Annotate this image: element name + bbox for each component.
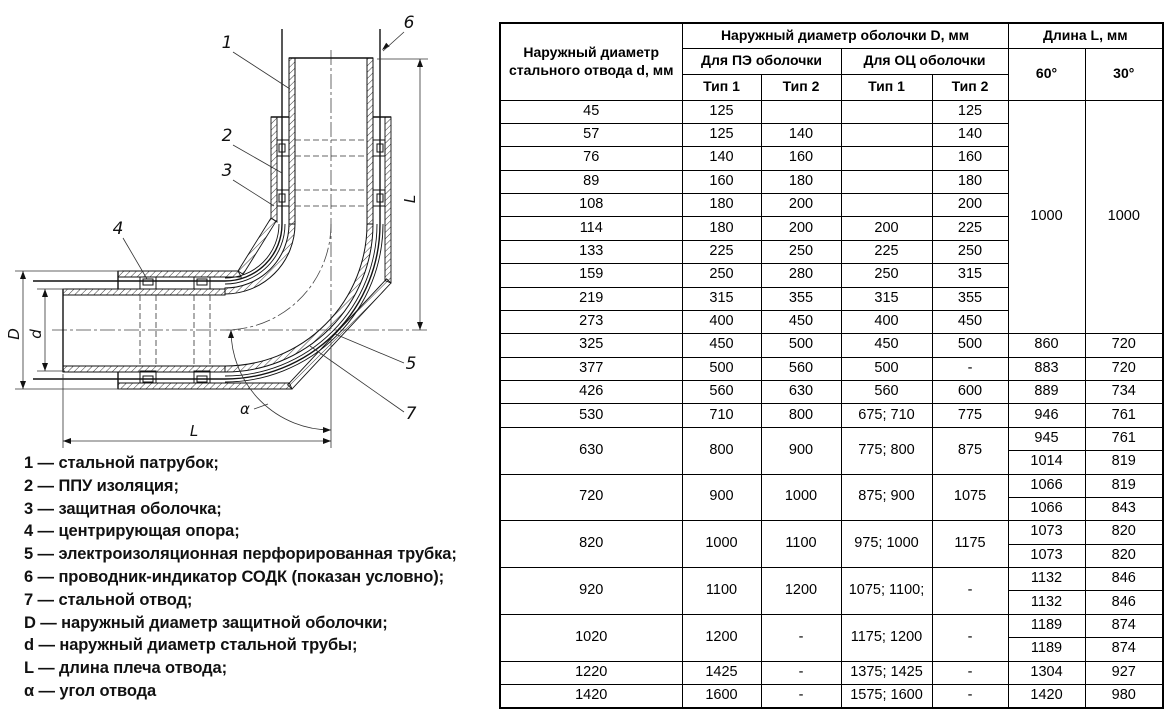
table-cell: 860 bbox=[1008, 334, 1085, 357]
table-cell: 1425 bbox=[682, 661, 761, 684]
header-steel-diameter: Наружный диаметр стального отвода d, мм bbox=[500, 23, 682, 100]
header-jacket-diameter: Наружный диаметр оболочки D, мм bbox=[682, 23, 1008, 48]
table-cell: 225 bbox=[841, 240, 932, 263]
table-cell: 720 bbox=[1085, 357, 1163, 380]
table-cell: 900 bbox=[761, 427, 841, 474]
table-cell: 200 bbox=[841, 217, 932, 240]
dim-L-bottom: L bbox=[189, 422, 199, 440]
table-cell: 159 bbox=[500, 264, 682, 287]
table-row bbox=[500, 334, 1163, 357]
dim-D: D bbox=[5, 328, 23, 340]
table-cell: 720 bbox=[1085, 334, 1163, 357]
table-cell: 250 bbox=[841, 264, 932, 287]
table-cell: 530 bbox=[500, 404, 682, 427]
table-cell: 400 bbox=[682, 310, 761, 333]
table-cell: 600 bbox=[932, 381, 1008, 404]
table-cell: 920 bbox=[500, 568, 682, 615]
table-cell: 1073 bbox=[1008, 521, 1085, 544]
table-cell: 400 bbox=[841, 310, 932, 333]
legend-line: D — наружный диаметр защитной оболочки; bbox=[24, 613, 388, 632]
table-cell: 1000 bbox=[1085, 100, 1163, 334]
table-cell: 125 bbox=[682, 123, 761, 146]
table-cell: 1304 bbox=[1008, 661, 1085, 684]
table-row bbox=[500, 661, 1163, 684]
legend-line: α — угол отвода bbox=[24, 681, 157, 700]
table-cell: 200 bbox=[932, 194, 1008, 217]
table-cell: 315 bbox=[932, 264, 1008, 287]
table-row bbox=[500, 427, 1163, 450]
table-row bbox=[500, 404, 1163, 427]
table-cell: 800 bbox=[761, 404, 841, 427]
table-cell: - bbox=[761, 684, 841, 708]
table-cell: 946 bbox=[1008, 404, 1085, 427]
dim-d: d bbox=[27, 329, 45, 339]
table-cell: 945 bbox=[1008, 427, 1085, 450]
table-cell: 140 bbox=[761, 123, 841, 146]
spec-table bbox=[499, 22, 1164, 709]
table-cell: 775 bbox=[932, 404, 1008, 427]
table-cell: 1420 bbox=[500, 684, 682, 708]
table-cell: 1132 bbox=[1008, 591, 1085, 614]
header-60deg: 60° bbox=[1008, 48, 1085, 100]
table-cell: 219 bbox=[500, 287, 682, 310]
table-cell bbox=[841, 194, 932, 217]
table-cell: 1000 bbox=[761, 474, 841, 521]
table-cell: 125 bbox=[932, 100, 1008, 123]
table-cell: 315 bbox=[841, 287, 932, 310]
table-cell: 1066 bbox=[1008, 474, 1085, 497]
table-cell: 1020 bbox=[500, 614, 682, 661]
legend-line: d — наружный диаметр стальной трубы; bbox=[24, 636, 358, 655]
table-cell: 160 bbox=[761, 147, 841, 170]
table-cell: 1220 bbox=[500, 661, 682, 684]
table-cell: 819 bbox=[1085, 474, 1163, 497]
table-cell: 225 bbox=[932, 217, 1008, 240]
table-cell: - bbox=[761, 614, 841, 661]
table-cell: 843 bbox=[1085, 497, 1163, 520]
table-cell: 377 bbox=[500, 357, 682, 380]
legend-line: 1 — стальной патрубок; bbox=[24, 454, 219, 472]
table-cell: 980 bbox=[1085, 684, 1163, 708]
table-cell: 874 bbox=[1085, 614, 1163, 637]
table-cell: 160 bbox=[932, 147, 1008, 170]
table-cell: 874 bbox=[1085, 638, 1163, 661]
table-cell: 140 bbox=[682, 147, 761, 170]
table-cell: 1420 bbox=[1008, 684, 1085, 708]
table-cell: 225 bbox=[682, 240, 761, 263]
table-cell: 710 bbox=[682, 404, 761, 427]
table-cell: 45 bbox=[500, 100, 682, 123]
steel-pipe bbox=[63, 58, 373, 372]
table-cell: 426 bbox=[500, 381, 682, 404]
table-cell: 720 bbox=[500, 474, 682, 521]
table-cell: 250 bbox=[761, 240, 841, 263]
table-cell: 1200 bbox=[761, 568, 841, 615]
legend-line: 5 — электроизоляционная перфорированная трубка; bbox=[24, 545, 457, 564]
table-cell: - bbox=[932, 568, 1008, 615]
table-row bbox=[500, 357, 1163, 380]
callout-1: 1 bbox=[221, 33, 233, 53]
table-cell: 1189 bbox=[1008, 638, 1085, 661]
centering-supports bbox=[140, 140, 385, 383]
header-length: Длина L, мм bbox=[1008, 23, 1163, 48]
header-oc-jacket: Для ОЦ оболочки bbox=[841, 48, 1008, 74]
table-cell: 355 bbox=[932, 287, 1008, 310]
table-cell: 355 bbox=[761, 287, 841, 310]
table-row bbox=[500, 100, 1163, 123]
table-cell: 180 bbox=[932, 170, 1008, 193]
table-cell bbox=[841, 123, 932, 146]
table-cell: 1066 bbox=[1008, 497, 1085, 520]
table-cell: 927 bbox=[1085, 661, 1163, 684]
table-cell: 875 bbox=[932, 427, 1008, 474]
table-cell: 875; 900 bbox=[841, 474, 932, 521]
table-cell: 883 bbox=[1008, 357, 1085, 380]
table-row bbox=[500, 684, 1163, 708]
table-cell: 180 bbox=[682, 217, 761, 240]
table-cell: 734 bbox=[1085, 381, 1163, 404]
table-cell bbox=[761, 100, 841, 123]
table-cell: 1000 bbox=[682, 521, 761, 568]
table-cell: 500 bbox=[932, 334, 1008, 357]
table-cell: - bbox=[932, 614, 1008, 661]
table-cell: 133 bbox=[500, 240, 682, 263]
legend-line: 2 — ППУ изоляция; bbox=[24, 476, 179, 495]
legend-line: L — длина плеча отвода; bbox=[24, 659, 227, 678]
callout-2: 2 bbox=[221, 126, 233, 146]
diagram-legend bbox=[24, 452, 494, 703]
callout-6: 6 bbox=[403, 13, 415, 33]
table-cell: 560 bbox=[761, 357, 841, 380]
table-cell: 675; 710 bbox=[841, 404, 932, 427]
header-oc-type2: Тип 2 bbox=[932, 74, 1008, 100]
table-cell: 819 bbox=[1085, 451, 1163, 474]
table-row bbox=[500, 381, 1163, 404]
table-cell: 450 bbox=[932, 310, 1008, 333]
table-cell: 1175; 1200 bbox=[841, 614, 932, 661]
table-cell: 1100 bbox=[761, 521, 841, 568]
table-cell: 57 bbox=[500, 123, 682, 146]
legend-line: 3 — защитная оболочка; bbox=[24, 499, 222, 518]
table-cell: 975; 1000 bbox=[841, 521, 932, 568]
table-cell: 1132 bbox=[1008, 568, 1085, 591]
casing-jacket bbox=[118, 117, 391, 389]
table-cell: 775; 800 bbox=[841, 427, 932, 474]
table-row bbox=[500, 474, 1163, 497]
table-cell: 761 bbox=[1085, 427, 1163, 450]
callout-7: 7 bbox=[405, 404, 417, 424]
table-cell: 250 bbox=[932, 240, 1008, 263]
table-cell bbox=[841, 147, 932, 170]
table-cell: 820 bbox=[500, 521, 682, 568]
table-cell: 1189 bbox=[1008, 614, 1085, 637]
table-row bbox=[500, 614, 1163, 637]
table-cell: 846 bbox=[1085, 568, 1163, 591]
table-cell: 108 bbox=[500, 194, 682, 217]
table-cell: 900 bbox=[682, 474, 761, 521]
table-cell: 450 bbox=[841, 334, 932, 357]
table-cell: 250 bbox=[682, 264, 761, 287]
table-cell: 180 bbox=[682, 194, 761, 217]
table-cell bbox=[841, 100, 932, 123]
table-cell: 820 bbox=[1085, 544, 1163, 567]
header-pe-jacket: Для ПЭ оболочки bbox=[682, 48, 841, 74]
callout-4: 4 bbox=[112, 219, 124, 239]
legend-line: 4 — центрирующая опора; bbox=[24, 522, 240, 541]
elbow-drawing bbox=[0, 0, 497, 460]
header-pe-type1: Тип 1 bbox=[682, 74, 761, 100]
header-30deg: 30° bbox=[1085, 48, 1163, 100]
spec-table-body bbox=[500, 100, 1163, 708]
table-cell: 1073 bbox=[1008, 544, 1085, 567]
table-cell: 1100 bbox=[682, 568, 761, 615]
table-cell: 846 bbox=[1085, 591, 1163, 614]
table-cell: - bbox=[932, 684, 1008, 708]
table-cell: 325 bbox=[500, 334, 682, 357]
table-cell: 1075 bbox=[932, 474, 1008, 521]
callout-3: 3 bbox=[221, 161, 233, 181]
table-cell: 76 bbox=[500, 147, 682, 170]
table-cell: - bbox=[932, 661, 1008, 684]
callout-leaders bbox=[123, 32, 404, 412]
table-cell: - bbox=[932, 357, 1008, 380]
table-cell: 560 bbox=[841, 381, 932, 404]
table-cell: 820 bbox=[1085, 521, 1163, 544]
table-cell: 180 bbox=[761, 170, 841, 193]
table-cell: 630 bbox=[500, 427, 682, 474]
table-cell: 500 bbox=[682, 357, 761, 380]
table-cell: 160 bbox=[682, 170, 761, 193]
legend-line: 6 — проводник-индикатор СОДК (показан условно); bbox=[24, 567, 445, 586]
table-cell: 450 bbox=[761, 310, 841, 333]
header-oc-type1: Тип 1 bbox=[841, 74, 932, 100]
dim-L-right: L bbox=[401, 194, 419, 204]
dim-alpha: α bbox=[240, 400, 250, 418]
table-cell: 450 bbox=[682, 334, 761, 357]
table-cell: 280 bbox=[761, 264, 841, 287]
table-cell: 1014 bbox=[1008, 451, 1085, 474]
table-cell: 1000 bbox=[1008, 100, 1085, 334]
table-cell: - bbox=[761, 661, 841, 684]
table-cell: 1600 bbox=[682, 684, 761, 708]
table-cell: 1375; 1425 bbox=[841, 661, 932, 684]
table-cell: 1075; 1100; bbox=[841, 568, 932, 615]
header-pe-type2: Тип 2 bbox=[761, 74, 841, 100]
table-cell: 500 bbox=[761, 334, 841, 357]
insulating-tube bbox=[225, 224, 383, 382]
table-cell: 1200 bbox=[682, 614, 761, 661]
table-cell: 140 bbox=[932, 123, 1008, 146]
table-cell: 125 bbox=[682, 100, 761, 123]
table-cell: 1175 bbox=[932, 521, 1008, 568]
table-cell: 630 bbox=[761, 381, 841, 404]
table-cell: 761 bbox=[1085, 404, 1163, 427]
legend-line: 7 — стальной отвод; bbox=[24, 590, 193, 609]
table-cell: 89 bbox=[500, 170, 682, 193]
table-cell: 200 bbox=[761, 217, 841, 240]
spec-table-container bbox=[499, 22, 1164, 709]
table-cell: 114 bbox=[500, 217, 682, 240]
table-cell: 889 bbox=[1008, 381, 1085, 404]
table-row bbox=[500, 521, 1163, 544]
table-cell bbox=[841, 170, 932, 193]
table-cell: 273 bbox=[500, 310, 682, 333]
table-cell: 200 bbox=[761, 194, 841, 217]
table-cell: 315 bbox=[682, 287, 761, 310]
table-cell: 1575; 1600 bbox=[841, 684, 932, 708]
callout-5: 5 bbox=[405, 354, 417, 374]
table-cell: 500 bbox=[841, 357, 932, 380]
table-row bbox=[500, 568, 1163, 591]
table-cell: 560 bbox=[682, 381, 761, 404]
table-cell: 800 bbox=[682, 427, 761, 474]
